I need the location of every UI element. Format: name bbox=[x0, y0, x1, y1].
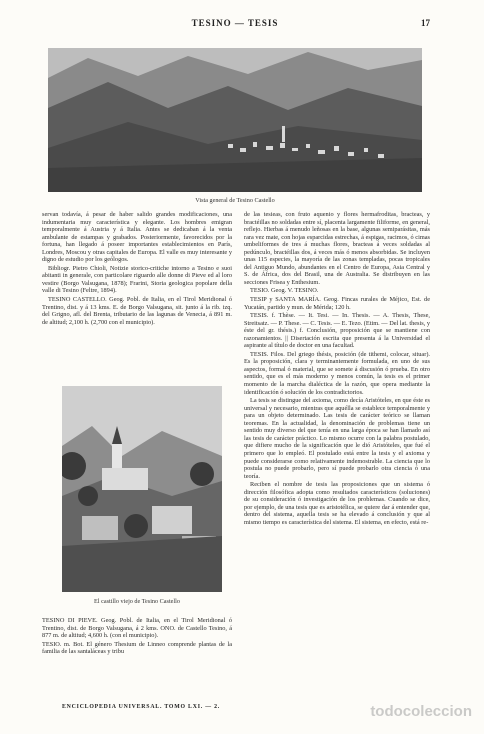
watermark: todocoleccion bbox=[370, 703, 472, 720]
left-column-lower bbox=[42, 617, 232, 695]
castle-photo bbox=[62, 386, 222, 592]
paragraph: TESINO DI PIEVE. Geog. Pobl. de Italia, en el Tirol Meridional ó Trentino, dist. de Borgo Valsugana, á 2 kms. ONO. de Castello Tesino, á 877 m. de altitud; 4,600 h. (con el municipio). bbox=[42, 617, 232, 640]
paragraph: Reciben el nombre de tesis las proposiciones que un sistema ó dirección filosófica adopta como resultados característicos (soluciones) de su consideración ó investigación de los problemas. Cuando se dice, por ejemplo, de una tesis que es aristotélica, se quiere dar á entender que, dentro del sistema, aquella tesis se ha elevado á conclusión y que al mismo tiempo es característica del sistema. El sistema, en efecto, está re- bbox=[244, 481, 430, 526]
right-column bbox=[244, 211, 430, 699]
valley-photo bbox=[48, 48, 422, 192]
valley-landscape-illustration bbox=[48, 48, 422, 192]
paragraph: La tesis se distingue del axioma, como decía Aristóteles, en que éste es universal y necesario, mientras que aquélla se establece temporalmente y para un objeto determinado. Las tesis de carácter teórico se llaman teoremas. En la actualidad, la denominación de problemas tiene un sentido muy diverso del que tenía en una larga época se han llamado así las tesis de carácter práctico. Lo mismo ocurre con la palabra postulado, que difiere mucho de la significación que le dió Aristóteles, que fué el primero que lo empleó. El postulado está entre la tesis y el axioma y puede considerarse como relativamente indemostrable. La ciencia que lo postula no puede probarlo, pero sí puede probarlo otra ciencia ó una teoría. bbox=[244, 397, 430, 480]
page-header bbox=[40, 18, 430, 34]
paragraph: TESIO. Geog. V. TESINO. bbox=[250, 287, 319, 295]
paragraph: TESIS. f. Thèse. — It. Tesi. — In. Thesis. — A. Thesis, These, Streitsatz. — P. These. — C. Tesis. — E. Tezo. (Etim. — Del lat. thesis, y éste del gr. thésis.) f. Conclusión, proposición que se mantiene con razonamientos. || Disertación escrita que presenta á la Universidad el aspirante al título de doctor en una facultad. bbox=[244, 312, 430, 350]
paragraph: TESIO. m. Bot. El género Thesium de Linneo comprende plantas de la familia de las santaláceas y tribu bbox=[42, 640, 232, 656]
castle-photo-caption: El castillo viejo de Tesino Castello bbox=[94, 598, 180, 605]
top-photo-caption: Vista general de Tesino Castello bbox=[195, 197, 275, 204]
paragraph: servan todavía, á pesar de haber salido grandes modificaciones, una indumentaria muy característica y elegante. Los hombres emigran temporalmente á Austria y á Italia. Antes se dedicaban á la venta ambulante de estampas y grabados. Posteriormente, favorecidos por la fortuna, han llegado á poseer importantes establecimientos en París, Londres, Moscou y otras capitales de Europa. El valle es muy interesante y digno de estudio por los geólogos. bbox=[42, 211, 232, 264]
castle-illustration bbox=[62, 386, 222, 592]
page-number: 17 bbox=[421, 18, 430, 28]
paragraph: TESIS. Filos. Del griego thésis, posición (de tithemi, colocar, situar). Es la proposición, clara y terminantemente formulada, en uno de sus aspectos, formal ó material, que se somete á discusión ó prueba. En otro sentido, que es el más moderno y menos común, la tesis es el primer momento de la marcha dialéctica de la razón, que opera mediante la identificación ó solución de los contradictorios. bbox=[244, 350, 430, 396]
paragraph: de las tesieas, con fruto aquenio y flores hermafroditas, bracteas, y bractéillas no soldadas entre sí, placenta largamente filiforme, en general, reflejo. Hierbas á menudo leñosas en la base, algunas semiparásitas, más rara vez mate, con hojas esparcidas estrechas, á espigas, racimos, ó cimas umbeliformes de tres á muchas flores, bracteas á veces soldadas al pedúnculo, bractéillas dos, á veces más ó menos absorbidas. Se incluyen unas 115 especies, la mayoría de las zonas templadas, pocas tropicales del Antiguo Mundo, abundantes en el Centro de Europa, Asia Central y S. de África, dos del Brasil, una de Australia. Se distribuyen en las secciones Frisea y Enthesium. bbox=[244, 211, 430, 286]
paragraph: TESIP y SANTA MARÍA. Geog. Fincas rurales de Méjico, Est. de Yucatán, partido y mun. de Mérida; 120 h. bbox=[244, 296, 430, 311]
left-column-upper bbox=[42, 211, 232, 375]
page-footer: ENCICLOPEDIA UNIVERSAL. TOMO LXI. — 2. bbox=[62, 704, 221, 710]
paragraph: TESINO CASTELLO. Geog. Pobl. de Italia, en el Tirol Meridional ó Trentino, dist. y á 13 kms. E. de Borgo Valsugana, sit. junto á la rib. izq. del Grigno, afl. del Brenta, tributario de las lagunas de Venecia, á 891 m. de altitud; 2,100 h. (2,700 con el municipio). bbox=[42, 296, 232, 326]
paragraph: Bibliogr. Pietro Chioli, Notizie storico-critiche intorno a Tesino e suoi abitanti in generale, con particolare riguardo alle donne di Pieve ed al loro vestire (Borgo Valsugana, 1878); Frarini, Storia geologica popolare della valle di Tesino (Feltre, 1894). bbox=[42, 264, 232, 295]
running-title: TESINO — TESIS bbox=[191, 18, 279, 28]
